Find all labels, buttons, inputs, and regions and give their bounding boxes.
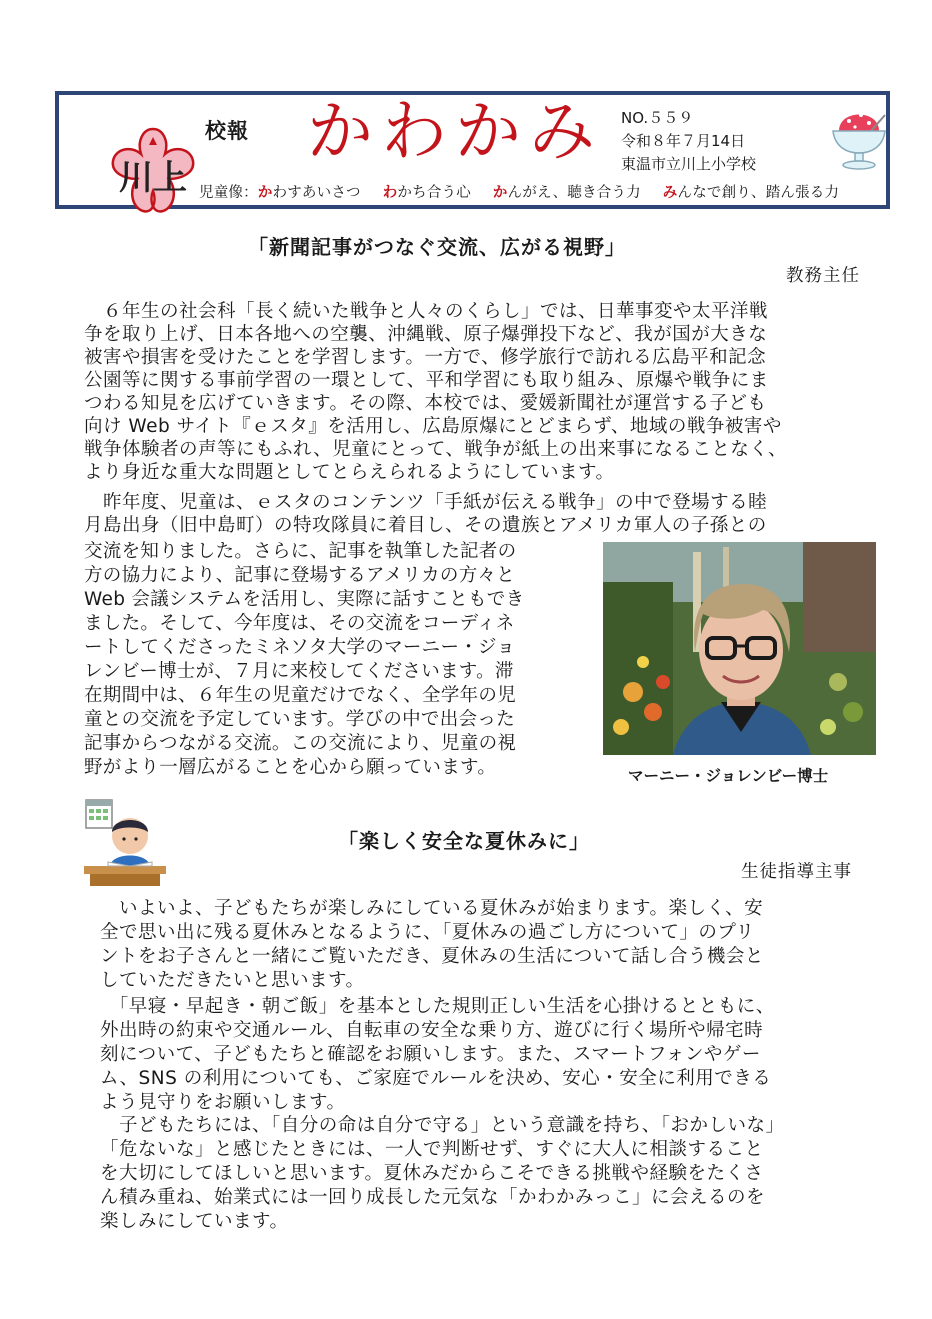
article1-line: 童との交流を予定しています。学びの中で出会った [84,709,515,730]
motto-rest-4: んなで創り、踏ん張る力 [677,185,840,201]
article1-line: 戦争体験者の声等にもふれ、児童にとって、戦争が紙上の出来事になることなく、 [84,439,788,460]
article1-line: Web 会議システムを活用し、実際に話すこともでき [84,589,525,610]
article1-line: 記事からつながる交流。この交流により、児童の視 [84,733,517,754]
article2-line: 「早寝・早起き・朝ご飯」を基本とした規則正しい生活を心掛けるとともに、 [100,996,775,1017]
article1-line: レンビー博士が、７月に来校してくださいます。滞 [84,661,514,682]
article2-line: ム、SNS の利用についても、ご家庭でルールを決め、安心・安全に利用できる [100,1068,772,1089]
article2-line: よう見守りをお願いします。 [100,1092,346,1113]
shaved-ice-icon [829,101,889,173]
article1-line: 被害や損害を受けたことを学習します。一方で、修学旅行で訪れる広島平和記念 [84,347,767,368]
article2-title: 「楽しく安全な夏休みに」 [338,829,590,853]
article2-line: ん積み重ね、始業式には一回り成長した元気な「かわかみっこ」に会えるのを [100,1187,766,1208]
article2-line: を大切にしてほしいと思います。夏休みだからこそできる挑戦や経験をたくさ [100,1163,764,1184]
article2-line: いよいよ、子どもたちが楽しみにしている夏休みが始まります。楽しく、安 [100,898,764,919]
seal-text: 川上 [119,158,187,198]
article2-line: ントをお子さんと一緒にご覧いただき、夏休みの生活について話し合う機会と [100,946,764,967]
bulletin-label: 校報 [205,119,249,143]
motto-rest-1: わすあいさつ [272,185,361,201]
article2-line: 楽しみにしています。 [100,1211,289,1232]
motto-prefix: 児童像： [199,185,258,201]
studying-student-icon [80,796,168,892]
student-ideal-motto [199,181,839,202]
photo-caption: マーニー・ジョレンビー博士 [628,767,829,785]
article1-line: ました。そして、今年度は、その交流をコーディネ [84,613,515,634]
article1-line: 方の協力により、記事に登場するアメリカの方々と [84,565,516,586]
article1-line: 争を取り上げ、日本各地への空襲、沖縄戦、原子爆弾投下など、我が国が大きな [84,324,768,345]
school-name: 東温市立川上小学校 [621,155,757,173]
portrait-photo [603,542,876,755]
motto-head-3: か [492,185,508,201]
issue-date: 令和８年７月14日 [621,132,746,150]
article2-line: 「危ないな」と感じたときには、一人で判断せず、すぐに大人に相談すること [100,1139,764,1160]
masthead-box [55,91,890,209]
article2-line: 子どもたちには、「自分の命は自分で守る」という意識を持ち、「おかしいな」 [100,1115,785,1136]
issue-info [621,107,756,176]
article1-line: 月島出身（旧中島町）の特攻隊員に着目し、その遺族とアメリカ軍人の子孫との [84,515,767,536]
newsletter-title: かわかみ [307,93,603,170]
motto-rest-2: かち合う心 [397,185,471,201]
motto-head-2: わ [382,185,398,201]
article1-title: 「新聞記事がつなぐ交流、広がる視野」 [248,235,626,259]
article2-line: していただきたいと思います。 [100,970,365,991]
article1-line: より身近な重大な問題としてとらえられるようにしています。 [84,462,615,483]
article1-line: 在期間中は、６年生の児童だけでなく、全学年の児 [84,685,517,706]
motto-head-1: か [257,185,273,201]
article1-line: 公園等に関する事前学習の一環として、平和学習にも取り組み、原爆や戦争にま [84,370,769,391]
article2-author: 生徒指導主事 [741,862,852,882]
article2-line: 外出時の約束や交通ルール、自転車の安全な乗り方、遊びに行く場所や帰宅時 [100,1020,764,1041]
article1-author: 教務主任 [786,266,860,286]
school-seal-icon [103,121,203,221]
article2-line: 刻について、子どもたちと確認をお願いします。また、スマートフォンやゲー [100,1044,761,1065]
issue-number: NO.５５９ [621,109,694,127]
article1-line: 交流を知りました。さらに、記事を執筆した記者の [84,541,517,562]
article1-line: 昨年度、児童は、ｅスタのコンテンツ「手紙が伝える戦争」の中で登場する睦 [84,492,768,513]
article1-line: つわる知見を広げていきます。その際、本校では、愛媛新聞社が運営する子ども [84,393,767,414]
motto-rest-3: んがえ、聴き合う力 [507,185,641,201]
article2-line: 全で思い出に残る夏休みとなるように、「夏休みの過ごし方について」のプリ [100,922,755,943]
article1-line: ートしてくださったミネソタ大学のマーニー・ジョ [84,637,516,658]
article1-line: ６年生の社会科「長く続いた戦争と人々のくらし」では、日華事変や太平洋戦 [84,301,769,322]
article1-line: 向け Web サイト『ｅスタ』を活用し、広島原爆にとどまらず、地域の戦争被害や [84,416,782,437]
motto-head-4: み [662,185,678,201]
article1-line: 野がより一層広がることを心から願っています。 [84,757,497,778]
